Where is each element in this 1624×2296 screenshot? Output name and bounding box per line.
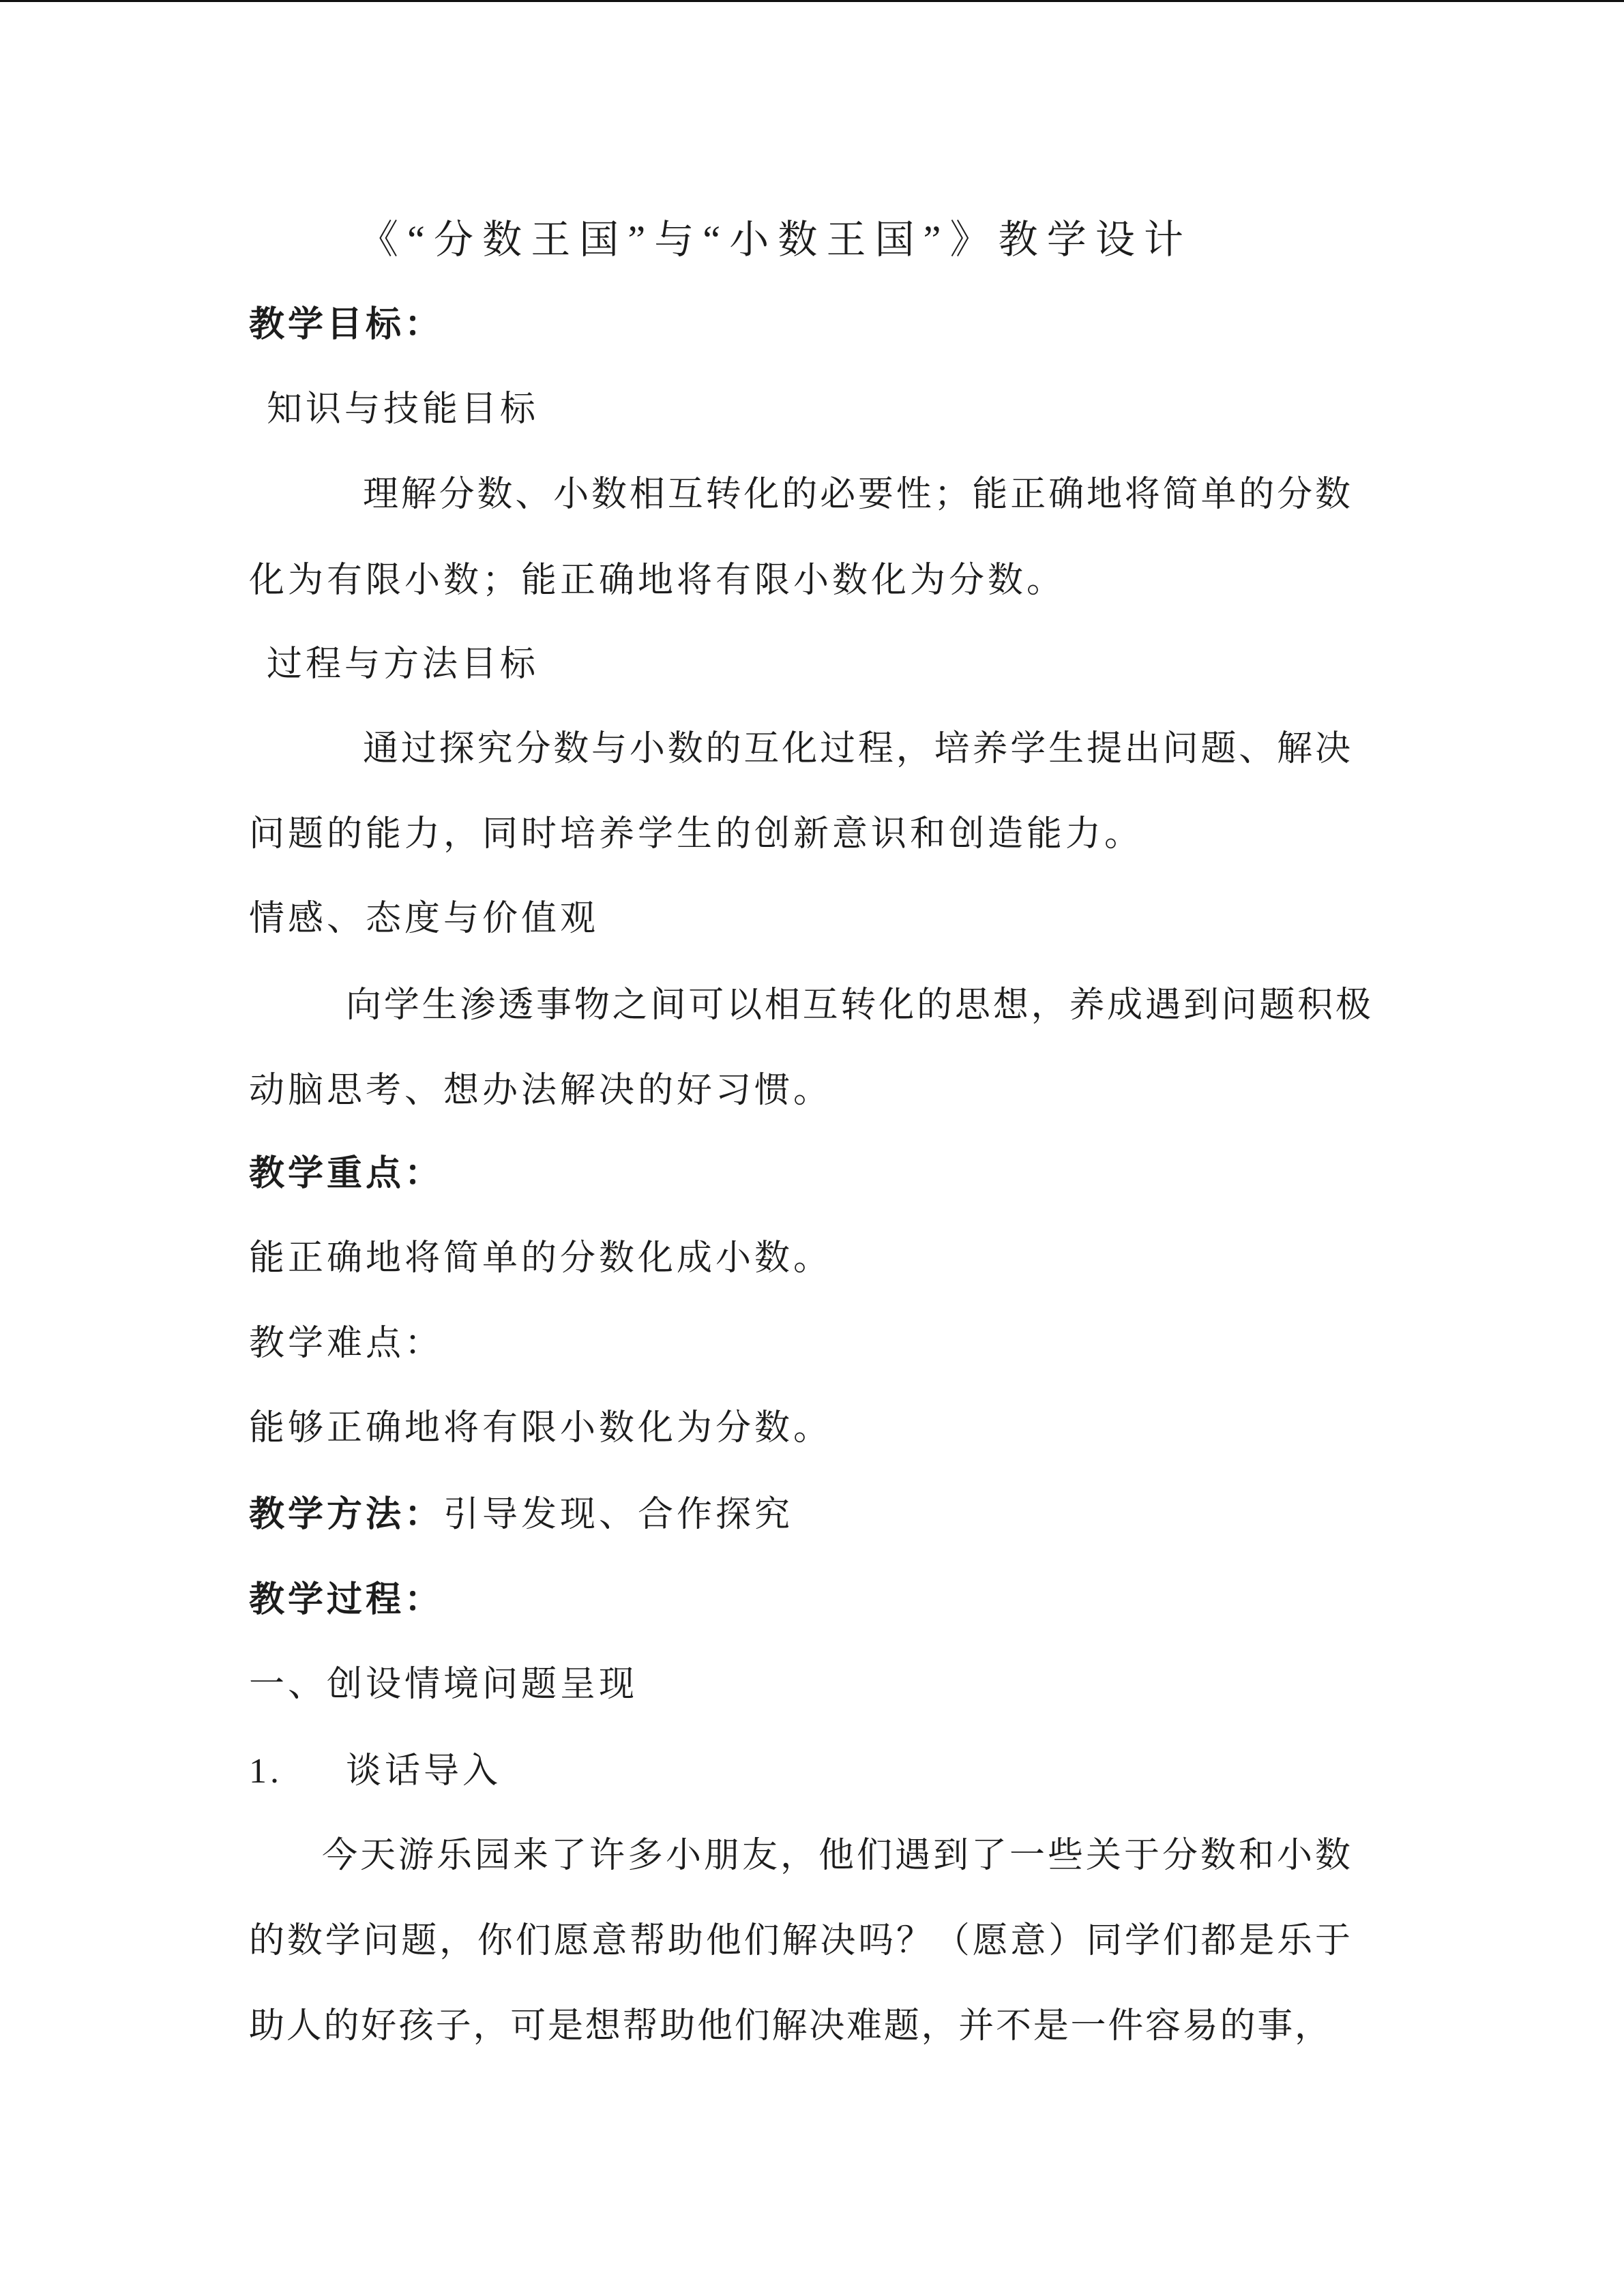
emotion-goal-line: 向学生渗透事物之间可以相互转化的思想，养成遇到问题积极 bbox=[346, 986, 1371, 1025]
process-goal-heading: 过程与方法目标 bbox=[267, 645, 540, 684]
goals-heading: 教学目标： bbox=[249, 305, 444, 344]
emotion-goal-heading: 情感、态度与价值观 bbox=[249, 899, 600, 938]
paragraph-line: 的数学问题，你们愿意帮助他们解决吗？（愿意）同学们都是乐于 bbox=[249, 1922, 1350, 1960]
teaching-process-heading: 教学过程： bbox=[249, 1581, 444, 1620]
process-goal-line: 通过探究分数与小数的互化过程，培养学生提出问题、解决 bbox=[363, 730, 1350, 769]
section-heading: 一、创设情境问题呈现 bbox=[249, 1665, 638, 1704]
document-title: 《“分数王国”与“小数王国”》教学设计 bbox=[359, 218, 1183, 262]
paragraph-line: 今天游乐园来了许多小朋友，他们遇到了一些关于分数和小数 bbox=[322, 1836, 1350, 1875]
paragraph-line: 助人的好孩子，可是想帮助他们解决难题，并不是一件容易的事， bbox=[249, 2007, 1330, 2046]
step-title: 谈话导入 bbox=[346, 1752, 502, 1791]
step-number: 1. bbox=[249, 1752, 282, 1791]
emotion-goal-line: 动脑思考、想办法解决的好习惯。 bbox=[249, 1071, 833, 1110]
method-text: 引导发现、合作探究 bbox=[443, 1495, 794, 1534]
key-point-heading: 教学重点： bbox=[249, 1154, 444, 1193]
difficulty-text: 能够正确地将有限小数化为分数。 bbox=[249, 1409, 833, 1448]
knowledge-goal-line: 理解分数、小数相互转化的必要性；能正确地将简单的分数 bbox=[363, 475, 1350, 514]
knowledge-goal-line: 化为有限小数；能正确地将有限小数化为分数。 bbox=[249, 561, 1066, 600]
page-top-border bbox=[0, 0, 1624, 2]
process-goal-line: 问题的能力，同时培养学生的创新意识和创造能力。 bbox=[249, 815, 1144, 854]
key-point-text: 能正确地将简单的分数化成小数。 bbox=[249, 1239, 833, 1278]
difficulty-heading: 教学难点： bbox=[249, 1324, 444, 1363]
method-label: 教学方法： bbox=[249, 1495, 444, 1534]
step-heading bbox=[249, 1748, 658, 1795]
knowledge-goal-heading: 知识与技能目标 bbox=[267, 390, 540, 429]
method-line bbox=[249, 1491, 793, 1539]
